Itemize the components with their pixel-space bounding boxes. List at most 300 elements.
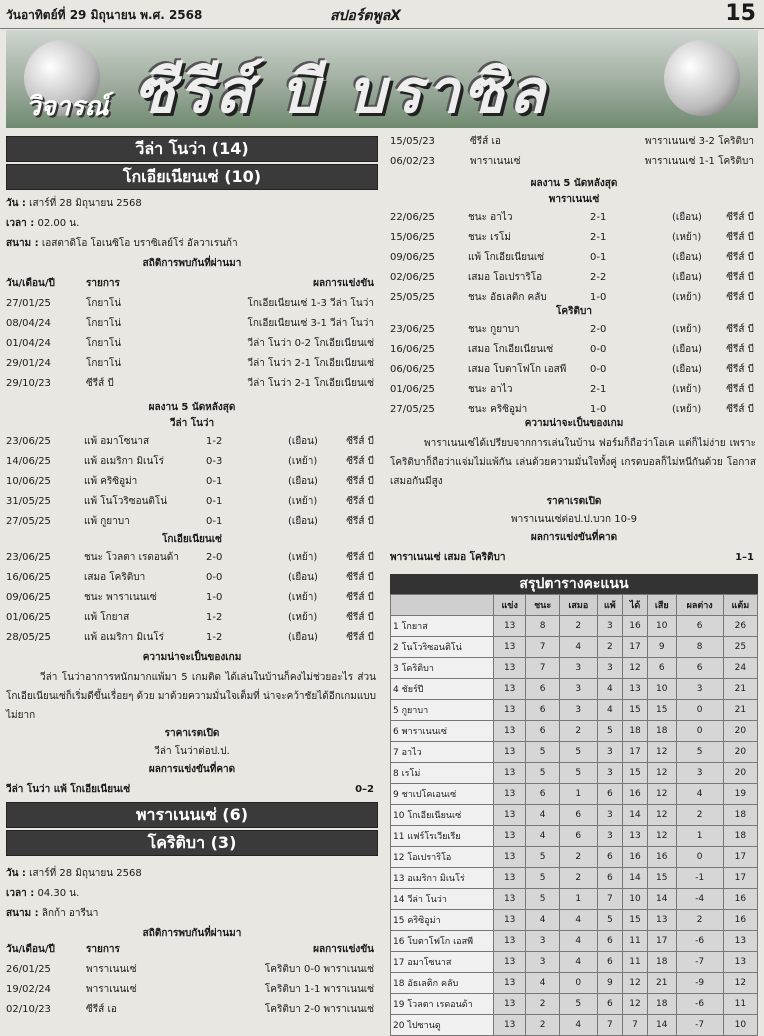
standings-row [391,784,758,805]
standings-cell: 18 [723,826,757,847]
standings-cell: 16 [623,616,648,637]
form-venue: (เยือน) [672,272,702,283]
form-venue: (เหย้า) [288,592,318,603]
standings-cell: 13 [494,994,526,1015]
form-date: 31/05/25 [6,496,51,507]
standings-cell: 21 [723,679,757,700]
standings-team: 19 โวลตา เรดอนด้า [391,994,494,1015]
standings-cell: 15 [623,700,648,721]
form-competition: ซีรีส์ บี [726,232,754,243]
standings-row [391,847,758,868]
form-venue: (เหย้า) [672,404,702,415]
standings-cell: 6 [597,952,622,973]
standings-cell: 5 [559,742,597,763]
h2h-result: โคริติบา 0-0 พาราเนนเซ่ [264,964,374,975]
standings-row [391,637,758,658]
match2-h2h-title: สถิติการพบกันที่ผ่านมา [142,928,242,939]
issue-date: วันอาทิตย์ที่ 29 มิถุนายน พ.ศ. 2568 [6,8,203,22]
standings-cell: 2 [676,805,723,826]
standings-row [391,658,758,679]
match1-form-title: ผลงาน 5 นัดหลังสุด [148,402,236,413]
match2-prediction-score: 1–1 [735,552,754,563]
standings-cell: 14 [623,868,648,889]
match2-column [6,800,378,1024]
standings-team: 6 พาราเนนเซ่ [391,721,494,742]
standings-cell: 17 [723,847,757,868]
standings-cell: 13 [494,679,526,700]
match1-column [6,134,378,804]
h2h-result: โกเอียเนียนเซ่ 1-3 วีล่า โนว่า [247,298,374,309]
standings-cell: 12 [647,742,676,763]
match1-h2h-title: สถิติการพบกันที่ผ่านมา [142,258,242,269]
form-score: 1-0 [590,404,607,415]
form-opponent: แพ้ อเมริกา มิเนโร่ [84,632,165,643]
standings-cell: 7 [623,1015,648,1036]
form-score: 0-0 [590,344,607,355]
h2h-col-result: ผลการแข่งขัน [313,278,374,289]
match2-away-team: โคริติบา (3) [6,830,378,856]
match2-venue: ลิกก้า อารีนา [41,908,99,919]
standings-cell: 15 [623,910,648,931]
form-venue: (เยือน) [288,516,318,527]
form-date: 23/06/25 [6,436,51,447]
form-competition: ซีรีส์ บี [726,292,754,303]
h2h-competition: ซีรีส์ เอ [470,136,501,147]
standings-team: 17 อมาโซนาส [391,952,494,973]
form-opponent: เสมอ โอเปราริโอ [468,272,543,283]
standings-cell: 16 [723,889,757,910]
standings-cell: 26 [723,616,757,637]
standings-cell: 5 [676,742,723,763]
h2h-competition: ซีรีส์ เอ [86,1004,117,1015]
h2h-competition: โกยาโน่ [86,318,122,329]
standings-row [391,763,758,784]
standings-cell: 13 [494,721,526,742]
time-label: เวลา : [6,218,35,229]
standings-row [391,805,758,826]
standings-team: 12 โอเปราริโอ [391,847,494,868]
form-score: 1-0 [590,292,607,303]
standings-cell: 13 [494,658,526,679]
banner-title: ซีรีส์ บี บราซิล [134,57,549,127]
standings-cell: 13 [494,763,526,784]
standings-cell: 13 [494,637,526,658]
standings-col-header: ชนะ [526,595,560,616]
h2h-result: โคริติบา 2-0 พาราเนนเซ่ [264,1004,374,1015]
standings-cell: 13 [494,931,526,952]
h2h-date: 19/02/24 [6,984,51,995]
form-venue: (เยือน) [672,252,702,263]
standings-cell: 6 [526,721,560,742]
standings-cell: 4 [597,679,622,700]
standings-cell: 13 [494,868,526,889]
date-label: วัน : [6,868,26,879]
standings-cell: 0 [676,700,723,721]
standings-cell: 6 [597,994,622,1015]
form-date: 01/06/25 [6,612,51,623]
standings-cell: 18 [647,952,676,973]
standings-row [391,700,758,721]
standings-cell: 13 [494,1015,526,1036]
standings-cell: 12 [647,763,676,784]
standings-cell: 5 [559,763,597,784]
h2h-date: 06/02/23 [390,156,435,167]
standings-cell: 6 [676,616,723,637]
h2h-competition: พาราเนนเซ่ [86,964,137,975]
match2-prob-text: พาราเนนเซ่ได้เปรียบจากการเล่นในบ้าน ฟอร์มก็ถือว่าโอเค แต่ก็ไม่ง่าย เพราะโคริติบาก็ถือว่าแจ่มไม่แพ้กัน เล่นด้วยความมั่นใจทั้งคู่ เกรดบอลก็ไม่หนีกันด้วย โอกาสเสมอกันมีสูง [390,438,756,487]
standings-cell: 13 [494,847,526,868]
match1-odds-title: ราคาเรตเปิด [164,728,220,739]
standings-team: 3 โคริติบา [391,658,494,679]
standings-cell: 4 [676,784,723,805]
form-date: 14/06/25 [6,456,51,467]
standings-cell: 6 [597,784,622,805]
standings-cell: 18 [647,994,676,1015]
match1-prediction-score: 0–2 [355,784,374,795]
standings-cell: 2 [597,637,622,658]
form-venue: (เหย้า) [672,324,702,335]
standings-cell: 5 [526,847,560,868]
match1-away-form-title: โกเอียเนียนเซ่ [162,534,222,545]
standings-cell: 12 [623,994,648,1015]
form-date: 23/06/25 [6,552,51,563]
standings-team: 10 โกเอียเนียนเซ่ [391,805,494,826]
form-score: 2-1 [590,384,607,395]
h2h-col-competition: รายการ [86,278,120,289]
venue-label: สนาม : [6,238,39,249]
standings-cell: 6 [559,826,597,847]
standings-cell: 5 [559,994,597,1015]
form-venue: (เหย้า) [288,552,318,563]
standings-cell: 13 [494,973,526,994]
standings-team: 4 ชัยร์ปี [391,679,494,700]
standings-team: 2 โนโวริซอนติโน่ [391,637,494,658]
page-header [0,0,764,29]
h2h-col-date: วัน/เดือน/ปี [6,278,55,289]
form-opponent: แพ้ อเมริกา มิเนโร่ [84,456,165,467]
h2h-col-competition: รายการ [86,944,120,955]
venue-label: สนาม : [6,908,39,919]
standings-cell: 17 [723,868,757,889]
match1-prob-text: วีล่า โนว่าอาการหนักมากแพ้มา 5 เกมติด ได้เล่นในบ้านก็คงไม่ช่วยอะไร ส่วนโกเอียเนียนเซ่ก็เริ่มดีขึ้นเรื่อยๆ ด้วย มาด้วยความมั่นใจเต็มที่ น่าจะคว้าชัยได้อีกเกมแบบไม่ยาก [6,672,376,721]
standings-cell: 13 [623,826,648,847]
standings-cell: 13 [647,910,676,931]
form-competition: ซีรีส์ บี [346,612,374,623]
form-venue: (เหย้า) [288,456,318,467]
form-score: 2-2 [590,272,607,283]
standings-cell: 5 [597,721,622,742]
standings-cell: 4 [526,826,560,847]
match1-venue: เอสตาดิโอ โอเนซิโอ บราซิเลย์โร่ อัลวาเรนก้า [41,238,238,249]
h2h-result: โคริติบา 1-1 พาราเนนเซ่ [264,984,374,995]
form-opponent: ชนะ อาไว [468,384,513,395]
standings-cell: 12 [647,805,676,826]
form-venue: (เหย้า) [672,232,702,243]
standings-col-header: แต้ม [723,595,757,616]
standings-cell: 6 [526,679,560,700]
standings-cell: 6 [559,805,597,826]
standings-cell: 19 [723,784,757,805]
standings-cell: 20 [723,721,757,742]
standings-row [391,1015,758,1036]
standings-cell: 16 [623,784,648,805]
form-opponent: แพ้ โกยาส [84,612,130,623]
form-date: 27/05/25 [6,516,51,527]
standings-cell: -7 [676,1015,723,1036]
form-score: 1-2 [206,632,223,643]
standings-cell: 18 [723,805,757,826]
form-score: 0-1 [206,476,223,487]
form-venue: (เยือน) [288,436,318,447]
standings-cell: 8 [676,637,723,658]
standings-row [391,973,758,994]
standings-cell: 12 [623,658,648,679]
standings-team: 18 อัธเลติก คลับ [391,973,494,994]
form-date: 28/05/25 [6,632,51,643]
form-competition: ซีรีส์ บี [726,344,754,355]
match2-home-team: พาราเนนเซ่ (6) [6,802,378,828]
h2h-competition: พาราเนนเซ่ [470,156,521,167]
standings-cell: 9 [597,973,622,994]
standings-cell: 15 [647,868,676,889]
standings-cell: 14 [647,889,676,910]
standings-cell: 4 [559,952,597,973]
match2-away-form-title: โคริติบา [556,306,592,317]
standings-cell: 6 [526,784,560,805]
form-venue: (เหย้า) [288,496,318,507]
standings-cell: 2 [676,910,723,931]
standings-row [391,616,758,637]
h2h-date: 27/01/25 [6,298,51,309]
form-date: 15/06/25 [390,232,435,243]
form-date: 27/05/25 [390,404,435,415]
form-competition: ซีรีส์ บี [346,552,374,563]
form-date: 06/06/25 [390,364,435,375]
form-opponent: ชนะ กูยาบา [468,324,520,335]
standings-cell: 14 [623,805,648,826]
form-opponent: แพ้ คริซิอูม่า [84,476,138,487]
match2-time: 04.30 น. [37,888,80,899]
match2-home-form-title: พาราเนนเซ่ [548,194,600,205]
match1-prob-title: ความน่าจะเป็นของเกม [142,652,242,663]
form-opponent: ชนะ เรโม่ [468,232,511,243]
match1-time: 02.00 น. [37,218,80,229]
standings-cell: 12 [647,784,676,805]
standings-row [391,868,758,889]
standings-cell: 10 [647,679,676,700]
standings-table [390,594,758,1036]
form-competition: ซีรีส์ บี [726,364,754,375]
standings-row [391,910,758,931]
form-opponent: เสมอ โคริติบา [84,572,146,583]
standings-team: 5 กูยาบา [391,700,494,721]
form-score: 1-2 [206,612,223,623]
standings-team: 7 อาไว [391,742,494,763]
standings-cell: 4 [526,805,560,826]
form-opponent: ชนะ โวลตา เรดอนด้า [84,552,179,563]
standings-cell: 1 [559,784,597,805]
form-score: 0-3 [206,456,223,467]
h2h-competition: ซีรีส์ บี [86,378,114,389]
standings-cell: 3 [597,616,622,637]
standings-cell: 0 [676,847,723,868]
standings-cell: 13 [623,679,648,700]
standings-cell: 3 [597,763,622,784]
form-venue: (เยือน) [288,476,318,487]
standings-cell: 18 [647,721,676,742]
standings-cell: 6 [676,658,723,679]
match2-column-continued [390,134,758,574]
brand-logo: สปอร์ตพูลX [330,8,402,24]
standings-cell: 16 [723,910,757,931]
standings-row [391,826,758,847]
standings-cell: 6 [597,931,622,952]
standings-cell: -6 [676,931,723,952]
standings-cell: 13 [723,952,757,973]
form-score: 0-0 [590,364,607,375]
standings-cell: 20 [723,763,757,784]
standings-row [391,679,758,700]
standings-cell: 7 [526,637,560,658]
standings-cell: -1 [676,868,723,889]
standings-cell: 6 [647,658,676,679]
match2-form-title: ผลงาน 5 นัดหลังสุด [530,178,618,189]
form-opponent: แพ้ โนโวริซอนติโน่ [84,496,168,507]
form-competition: ซีรีส์ บี [346,632,374,643]
form-score: 2-0 [206,552,223,563]
standings-cell: 17 [647,931,676,952]
standings-cell: 11 [623,931,648,952]
match1-pred-title: ผลการแข่งขันที่คาด [148,764,236,775]
form-score: 0-1 [206,516,223,527]
standings-cell: 10 [647,616,676,637]
standings-team: 13 อเมริกา มิเนโร่ [391,868,494,889]
form-venue: (เยือน) [288,632,318,643]
standings-cell: 12 [647,826,676,847]
form-competition: ซีรีส์ บี [346,456,374,467]
standings-cell: 15 [623,763,648,784]
standings-team: 16 โบตาโฟโก เอสพี [391,931,494,952]
h2h-result: วีล่า โนว่า 2-1 โกเอียเนียนเซ่ [247,378,374,389]
form-score: 2-1 [590,232,607,243]
standings-team: 20 ไปซานดู [391,1015,494,1036]
h2h-competition: พาราเนนเซ่ [86,984,137,995]
standings-title: สรุปตารางคะแนน [390,574,758,594]
standings-cell: 3 [526,952,560,973]
standings-cell: 1 [559,889,597,910]
standings-cell: 0 [676,721,723,742]
standings-cell: 2 [559,616,597,637]
match2-pred-title: ผลการแข่งขันที่คาด [530,532,618,543]
form-competition: ซีรีส์ บี [346,516,374,527]
h2h-date: 29/01/24 [6,358,51,369]
form-date: 25/05/25 [390,292,435,303]
standings-cell: 4 [526,973,560,994]
standings-cell: 5 [597,910,622,931]
standings-cell: 7 [597,1015,622,1036]
standings-cell: 15 [647,700,676,721]
standings-team: 9 ชาเปโคเอนเซ่ [391,784,494,805]
standings-row [391,742,758,763]
form-venue: (เหย้า) [672,384,702,395]
standings-cell: 1 [676,826,723,847]
standings-cell: 10 [723,1015,757,1036]
form-competition: ซีรีส์ บี [346,476,374,487]
form-date: 02/06/25 [390,272,435,283]
form-venue: (เหย้า) [672,292,702,303]
h2h-date: 02/10/23 [6,1004,51,1015]
standings-cell: 17 [623,742,648,763]
form-score: 1-2 [206,436,223,447]
match1-date: เสาร์ที่ 28 มิถุนายน 2568 [29,198,142,209]
form-score: 2-0 [590,324,607,335]
form-date: 01/06/25 [390,384,435,395]
standings-cell: 6 [597,868,622,889]
form-opponent: แพ้ อมาโซนาส [84,436,150,447]
standings-row [391,994,758,1015]
form-venue: (เหย้า) [288,612,318,623]
standings-cell: 2 [559,847,597,868]
form-score: 2-1 [590,212,607,223]
standings-cell: 14 [647,1015,676,1036]
standings-cell: 11 [723,994,757,1015]
standings-cell: 13 [723,931,757,952]
form-competition: ซีรีส์ บี [726,252,754,263]
standings-cell: 3 [559,700,597,721]
standings-cell: 24 [723,658,757,679]
standings-cell: 3 [597,805,622,826]
standings-cell: 25 [723,637,757,658]
standings-team: 11 แฟร์โรเวียเรีย [391,826,494,847]
standings-cell: 3 [559,658,597,679]
form-competition: ซีรีส์ บี [346,436,374,447]
section-banner [6,30,758,128]
page-number: 15 [725,1,756,26]
h2h-col-date: วัน/เดือน/ปี [6,944,55,955]
date-label: วัน : [6,198,26,209]
h2h-col-result: ผลการแข่งขัน [313,944,374,955]
form-opponent: แพ้ โกเอียเนียนเซ่ [468,252,545,263]
standings-cell: -9 [676,973,723,994]
form-competition: ซีรีส์ บี [726,272,754,283]
standings-cell: 5 [526,868,560,889]
form-venue: (เยือน) [672,344,702,355]
standings-cell: 2 [526,994,560,1015]
standings-cell: 3 [597,658,622,679]
match2-prob-title: ความน่าจะเป็นของเกม [524,418,624,429]
match2-odds-title: ราคาเรตเปิด [546,496,602,507]
standings-cell: 13 [494,784,526,805]
standings-cell: 4 [559,910,597,931]
match2-odds: พาราเนนเซ่ต่อป.ป.บวก 10-9 [511,514,637,525]
standings-cell: 3 [676,679,723,700]
standings-cell: 4 [559,931,597,952]
standings-team: 14 วีล่า โนว่า [391,889,494,910]
match2-prediction: พาราเนนเซ่ เสมอ โคริติบา [390,552,506,563]
standings-cell: 21 [647,973,676,994]
banner-prefix: วิจารณ์ [26,92,109,122]
form-opponent: ชนะ อัธเลติก คลับ [468,292,547,303]
standings-cell: 4 [526,910,560,931]
standings-cell: 2 [559,721,597,742]
h2h-date: 15/05/23 [390,136,435,147]
form-venue: (เยือน) [288,572,318,583]
standings-cell: 3 [597,742,622,763]
form-date: 23/06/25 [390,324,435,335]
form-date: 09/06/25 [6,592,51,603]
standings-cell: 4 [559,637,597,658]
standings-cell: 5 [526,742,560,763]
